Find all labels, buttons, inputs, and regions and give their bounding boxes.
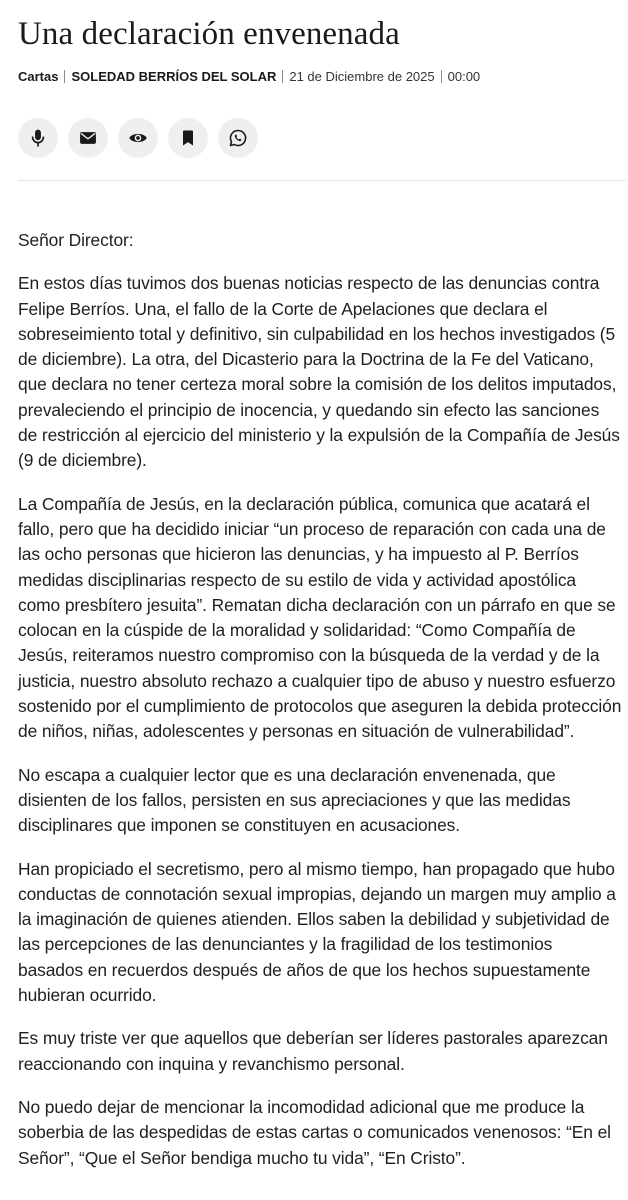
section-link[interactable]: Cartas — [18, 68, 59, 84]
publish-date: 21 de Diciembre de 2025 — [289, 68, 435, 84]
meta-separator — [64, 70, 65, 83]
mail-icon — [78, 128, 98, 148]
meta-separator — [441, 70, 442, 83]
bookmark-icon — [178, 128, 198, 148]
publish-time: 00:00 — [447, 68, 481, 84]
paragraph: En estos días tuvimos dos buenas noticias respecto de las denuncias contra Felipe Berríos. Una, el fallo de la Corte de Apelaciones que declara el sobreseimiento total y definitivo, sin culpabilidad en los hechos investigados (5 de diciembre). La otra, del Dicasterio para la Doctrina de la Fe del Vaticano, que declara no tener certeza moral sobre la comisión de los delitos imputados, prevaleciendo el principio de inocencia, y quedando sin efecto las sanciones de restricción al ejercicio del ministerio y la expulsión de la Compañía de Jesús (9 de diciembre). — [18, 273, 620, 471]
article-title: Una declaración envenenada — [18, 16, 400, 52]
view-button[interactable] — [118, 118, 158, 158]
whatsapp-share-button[interactable] — [218, 118, 258, 158]
paragraph: No escapa a cualquier lector que es una declaración envenenada, que disienten de los fallos, persisten en sus apreciaciones y que las medidas disciplinares que imponen se constituyen en acusaciones. — [18, 764, 571, 836]
email-share-button[interactable] — [68, 118, 108, 158]
eye-icon — [128, 128, 148, 148]
bookmark-button[interactable] — [168, 118, 208, 158]
whatsapp-icon — [228, 128, 248, 148]
salutation: Señor Director: — [18, 230, 134, 250]
article-meta — [18, 66, 480, 86]
paragraph: Es muy triste ver que aquellos que deberían ser líderes pastorales aparezcan reaccionando con inquina y revanchismo personal. — [18, 1028, 608, 1074]
article-body — [18, 228, 622, 1189]
meta-separator — [282, 70, 283, 83]
microphone-icon — [28, 128, 48, 148]
paragraph: Han propiciado el secretismo, pero al mismo tiempo, han propagado que hubo conductas de connotación sexual impropias, dejando un margen muy amplio a la imaginación de quienes atienden. Ellos saben la debilidad y subjetividad de las percepciones de las denunciantes y la fragilidad de los testimonios basados en recuerdos después de años de que los hechos supuestamente hubieran ocurrido. — [18, 858, 616, 1006]
author-name[interactable]: SOLEDAD BERRÍOS DEL SOLAR — [71, 68, 277, 84]
share-toolbar — [18, 118, 268, 158]
paragraph: La Compañía de Jesús, en la declaración pública, comunica que acatará el fallo, pero que ha decidido iniciar “un proceso de reparación con cada una de las ocho personas que hicieron las denuncias, y ha impuesto al P. Berríos medidas disciplinarias respecto de su estilo de vida y actividad apostólica como presbítero jesuita”. Rematan dicha declaración con un párrafo en que se colocan en la cúspide de la moralidad y solidaridad: “Como Compañía de Jesús, reiteramos nuestro compromiso con la búsqueda de la verdad y de la justicia, nuestro absoluto rechazo a cualquier tipo de abuso y nuestro esfuerzo sostenido por el cumplimiento de protocolos que aseguren la debida protección de niños, niñas, adolescentes y personas en situación de vulnerabilidad”. — [18, 493, 622, 742]
paragraph: No puedo dejar de mencionar la incomodidad adicional que me produce la soberbia de las despedidas de estas cartas o comunicados venenosos: “En el Señor”, “Que el Señor bendiga mucho tu vida”, “En Cristo”. — [18, 1096, 611, 1168]
listen-button[interactable] — [18, 118, 58, 158]
header-divider — [18, 180, 626, 181]
